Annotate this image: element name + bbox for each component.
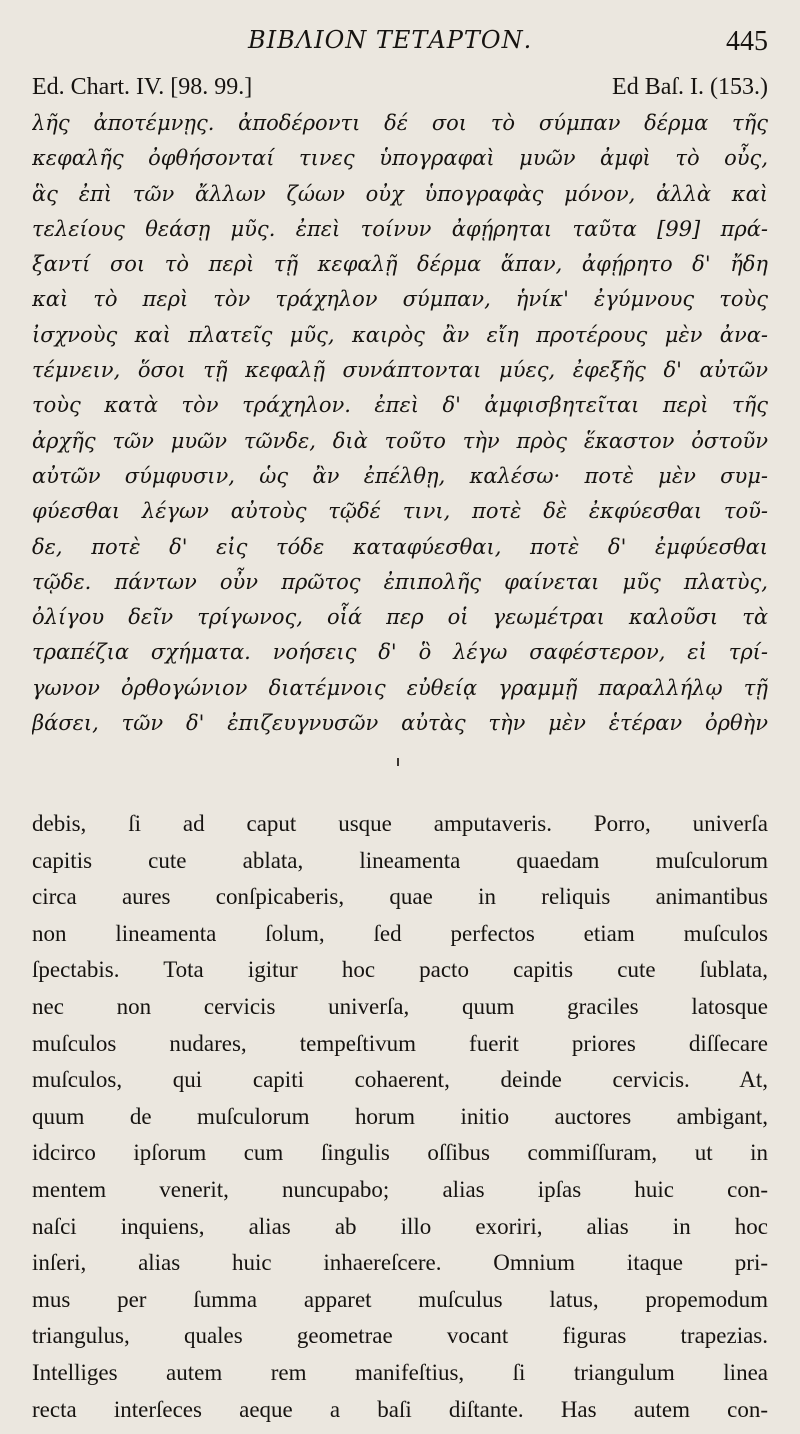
latin-line: muſculos nudares, tempeſtivum fuerit priores diſſecare [32, 1030, 768, 1056]
latin-line: Intelliges autem rem manifeſtius, ſi triangulum linea [32, 1359, 768, 1385]
greek-line: τῷδε. πάντων οὖν πρῶτος ἐπιπολῆς φαίνεται μῦς πλατὺς, [32, 569, 768, 594]
latin-line: quum de muſculorum horum initio auctores ambigant, [32, 1103, 768, 1129]
latin-line: naſci inquiens, alias ab illo exoriri, alias in hoc [32, 1213, 768, 1239]
latin-line: capitis cute ablata, lineamenta quaedam muſculorum [32, 847, 768, 873]
latin-line: idcirco ipſorum cum ſingulis oſſibus commiſſuram, ut in [32, 1140, 768, 1166]
greek-line: αὐτῶν σύμφυσιν, ὡς ἂν ἐπέλθῃ, καλέσω· ποτὲ μὲν συμ- [32, 463, 768, 488]
greek-line: τέμνειν, ὅσοι τῇ κεφαλῇ συνάπτονται μύες, ἐφεξῆς δ' αὐτῶν [32, 358, 768, 383]
greek-line: ἰσχνοὺς καὶ πλατεῖς μῦς, καιρὸς ἂν εἴη προτέρους μὲν ἀνα- [32, 322, 768, 347]
latin-line: nec non cervicis univerſa, quum graciles latosque [32, 993, 768, 1019]
greek-line: ἀρχῆς τῶν μυῶν τῶνδε, διὰ τοῦτο τὴν πρὸς ἕκαστον ὀστοῦν [32, 428, 768, 453]
latin-line: non lineamenta ſolum, ſed perfectos etiam muſculos [32, 920, 768, 946]
latin-line: muſculos, qui capiti cohaerent, deinde cervicis. At, [32, 1067, 768, 1093]
latin-line: circa aures conſpicaberis, quae in reliquis animantibus [32, 884, 768, 910]
latin-line: mus per ſumma apparet muſculus latus, propemodum [32, 1286, 768, 1312]
greek-text-block [32, 106, 768, 741]
greek-line: κεφαλῆς ὀφθήσονταί τινες ὑπογραφαὶ μυῶν ἀμφὶ τὸ οὖς, [32, 146, 768, 171]
greek-line: λῆς ἀποτέμνῃς. ἀποδέροντι δέ σοι τὸ σύμπαν δέρμα τῆς [32, 111, 768, 135]
page-number: 445 [726, 26, 768, 57]
latin-line: ſpectabis. Tota igitur hoc pacto capitis cute ſublata, [32, 957, 768, 983]
latin-line: recta interſeces aeque a baſi diſtante. Has autem con- [32, 1396, 768, 1422]
greek-line: ὀλίγου δεῖν τρίγωνος, οἷά περ οἱ γεωμέτραι καλοῦσι τὰ [32, 605, 768, 630]
greek-line: ἃς ἐπὶ τῶν ἄλλων ζώων οὐχ ὑπογραφὰς μόνον, ἀλλὰ καὶ [32, 181, 768, 206]
greek-line: βάσει, τῶν δ' ἐπιζευγνυσῶν αὐτὰς τὴν μὲν ἑτέραν ὀρθὴν [32, 711, 768, 736]
greek-line: φύεσθαι λέγων αὐτοὺς τῷδέ τινι, ποτὲ δὲ ἐκφύεσθαι τοῦ- [32, 499, 768, 524]
greek-line: ξαντί σοι τὸ περὶ τῇ κεφαλῇ δέρμα ἅπαν, ἀφῄρητο δ' ἤδη [32, 252, 768, 277]
latin-line: mentem venerit, nuncupabo; alias ipſas huic con- [32, 1176, 768, 1202]
running-head: ΒΙΒΛΙΟΝ ΤΕΤΑΡΤΟΝ. [248, 26, 533, 54]
latin-line: debis, ſi ad caput usque amputaveris. Porro, univerſa [32, 811, 768, 836]
greek-line: καὶ τὸ περὶ τὸν τράχηλον σύμπαν, ἡνίκ' ἐγύμνους τοὺς [32, 287, 768, 312]
separator-mark [397, 758, 399, 766]
latin-text-block [32, 806, 768, 1428]
edition-reference-chartier: Ed. Chart. IV. [98. 99.] [32, 74, 253, 100]
edition-reference-basel: Ed Baſ. I. (153.) [612, 74, 768, 100]
greek-line: τελείους θεάσῃ μῦς. ἐπεὶ τοίνυν ἀφῄρηται ταῦτα [99] πρά- [32, 216, 768, 241]
greek-line: δε, ποτὲ δ' εἰς τόδε καταφύεσθαι, ποτὲ δ' ἐμφύεσθαι [32, 534, 768, 559]
greek-line: γωνον ὀρθογώνιον διατέμνοις εὐθείᾳ γραμμῇ παραλλήλῳ τῇ [32, 675, 768, 700]
latin-line: triangulus, quales geometrae vocant figuras trapezias. [32, 1323, 768, 1349]
greek-line: τοὺς κατὰ τὸν τράχηλον. ἐπεὶ δ' ἀμφισβητεῖται περὶ τῆς [32, 393, 768, 418]
latin-line: inſeri, alias huic inhaereſcere. Omnium itaque pri- [32, 1250, 768, 1276]
greek-line: τραπέζια σχήματα. νοήσεις δ' ὃ λέγω σαφέστερον, εἰ τρί- [32, 640, 768, 665]
